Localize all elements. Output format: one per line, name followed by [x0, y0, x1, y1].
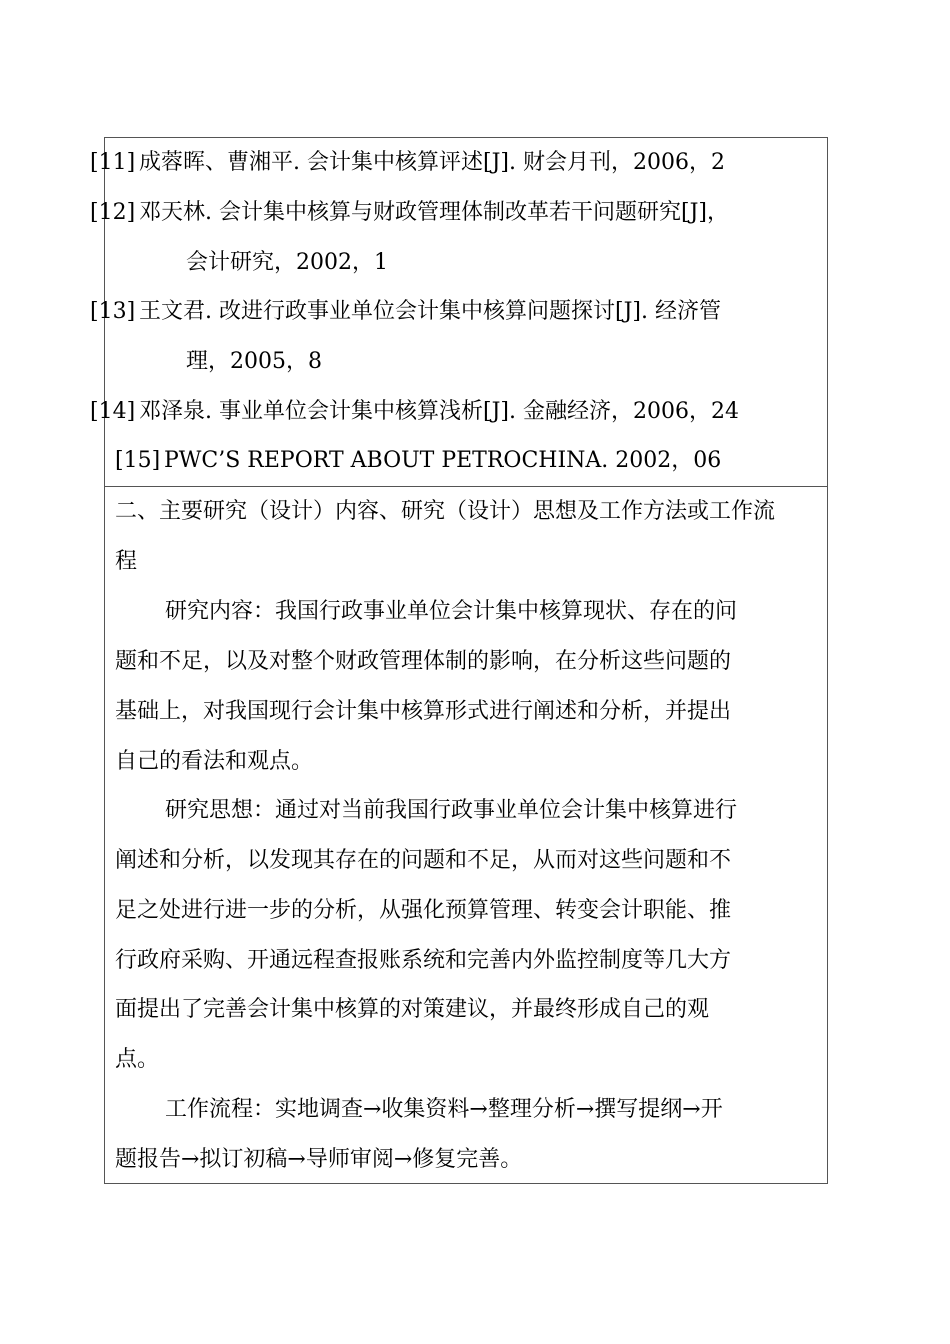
section-heading-line: 二、主要研究（设计）内容、研究（设计）思想及工作方法或工作流	[115, 499, 776, 524]
reference-number: [15]	[115, 448, 161, 473]
paragraph-line: 面提出了完善会计集中核算的对策建议，并最终形成自己的观	[115, 997, 710, 1022]
reference-number: [13]	[90, 299, 136, 324]
reference-text: PWC’S REPORT ABOUT PETROCHINA. 2002，06	[164, 448, 722, 473]
reference-number: [14]	[90, 399, 136, 424]
reference-text-continued: 理，2005，8	[186, 349, 322, 374]
reference-text: 成蓉晖、曹湘平. 会计集中核算评述[J]. 财会月刊，2006，2	[139, 150, 725, 175]
paragraph-line: 阐述和分析，以发现其存在的问题和不足，从而对这些问题和不	[115, 848, 732, 873]
paragraph-line: 题报告→拟订初稿→导师审阅→修复完善。	[115, 1147, 523, 1172]
paragraph-line: 点。	[115, 1047, 160, 1072]
reference-text-continued: 会计研究，2002，1	[186, 250, 388, 275]
paragraph-line: 基础上，对我国现行会计集中核算形式进行阐述和分析，并提出	[115, 699, 732, 724]
paragraph-line: 足之处进行进一步的分析，从强化预算管理、转变会计职能、推	[115, 898, 732, 923]
table-row-divider	[104, 486, 828, 487]
paragraph-line: 行政府采购、开通远程查报账系统和完善内外监控制度等几大方	[115, 948, 732, 973]
paragraph-line: 工作流程：实地调查→收集资料→整理分析→撰写提纲→开	[165, 1097, 723, 1122]
paragraph-line: 研究内容：我国行政事业单位会计集中核算现状、存在的问	[165, 599, 738, 624]
paragraph-line: 研究思想：通过对当前我国行政事业单位会计集中核算进行	[165, 798, 738, 823]
paragraph-line: 题和不足，以及对整个财政管理体制的影响，在分析这些问题的	[115, 649, 732, 674]
reference-number: [12]	[90, 200, 136, 225]
reference-text: 邓泽泉. 事业单位会计集中核算浅析[J]. 金融经济，2006，24	[139, 399, 739, 424]
reference-text: 邓天林. 会计集中核算与财政管理体制改革若干问题研究[J]，	[139, 200, 729, 225]
section-heading-line: 程	[115, 549, 138, 574]
reference-number: [11]	[90, 150, 136, 175]
reference-text: 王文君. 改进行政事业单位会计集中核算问题探讨[J]. 经济管	[139, 299, 721, 324]
paragraph-line: 自己的看法和观点。	[115, 749, 314, 774]
